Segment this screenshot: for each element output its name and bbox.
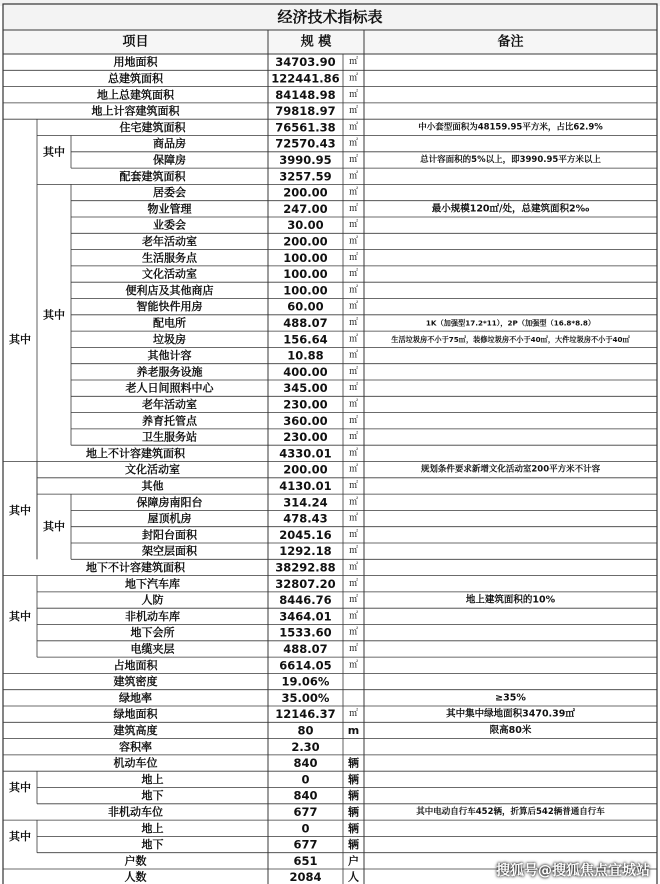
row-value: 38292.88 xyxy=(275,560,336,575)
row-value: 3257.59 xyxy=(279,169,332,184)
row-name: 地下不计容建筑面积 xyxy=(86,560,185,574)
row-name: 封阳台面积 xyxy=(142,528,197,542)
row-value: 0 xyxy=(301,821,310,836)
row-value: 651 xyxy=(293,853,318,868)
row-unit: 辆 xyxy=(348,756,359,770)
row-unit: 辆 xyxy=(348,838,359,852)
row-unit: ㎡ xyxy=(348,448,359,459)
row-name: 生活服务点 xyxy=(142,251,197,265)
row-name: 地下 xyxy=(141,838,164,852)
row-value: 345.00 xyxy=(283,381,328,396)
row-name: 保障房 xyxy=(153,153,186,167)
row-name: 户数 xyxy=(124,854,147,868)
row-unit: ㎡ xyxy=(348,366,359,377)
row-name: 其他计容 xyxy=(147,349,192,363)
row-value: 60.00 xyxy=(287,299,324,314)
row-name: 地上 xyxy=(141,772,164,786)
row-unit: ㎡ xyxy=(348,464,359,475)
row-value: 72570.43 xyxy=(275,136,336,151)
watermark: 搜狐号@搜狐焦点宜城站 xyxy=(496,863,650,879)
row-name: 老年活动室 xyxy=(142,397,197,411)
row-value: 35.00% xyxy=(281,690,330,705)
row-value: 79818.97 xyxy=(275,104,336,119)
row-value: 3464.01 xyxy=(279,609,332,624)
row-unit: ㎡ xyxy=(348,513,359,524)
row-unit: ㎡ xyxy=(348,595,359,606)
table-title: 经济技术指标表 xyxy=(277,8,383,26)
row-name: 配套建筑面积 xyxy=(119,169,186,183)
row-unit: ㎡ xyxy=(348,415,359,426)
row-name: 配电所 xyxy=(153,316,186,330)
row-unit: ㎡ xyxy=(348,187,359,198)
row-value: 34703.90 xyxy=(275,55,336,70)
row-value: 32807.20 xyxy=(275,576,336,591)
row-name: 绿地面积 xyxy=(113,707,158,721)
row-value: 12146.37 xyxy=(275,707,336,722)
row-unit: ㎡ xyxy=(348,57,359,68)
row-unit: ㎡ xyxy=(348,252,359,263)
row-unit: ㎡ xyxy=(348,660,359,671)
row-value: 84148.98 xyxy=(275,87,336,102)
row-value: 478.43 xyxy=(283,511,328,526)
row-unit: ㎡ xyxy=(348,171,359,182)
row-value: 488.07 xyxy=(283,315,328,330)
row-unit: 户 xyxy=(348,854,359,868)
row-name: 文化活动室 xyxy=(125,463,180,477)
row-name: 养老服务设施 xyxy=(136,365,203,379)
group-label: 其中 xyxy=(43,520,65,534)
row-name: 地上 xyxy=(141,821,164,835)
row-unit: ㎡ xyxy=(348,236,359,247)
row-name: 养育托管点 xyxy=(142,414,197,428)
row-name: 商品房 xyxy=(153,137,186,151)
row-value: 200.00 xyxy=(283,185,328,200)
row-unit: ㎡ xyxy=(348,154,359,165)
row-value: 19.06% xyxy=(281,674,330,689)
row-unit: ㎡ xyxy=(348,269,359,280)
row-name: 地上不计容建筑面积 xyxy=(86,446,185,460)
row-value: 2.30 xyxy=(291,739,320,754)
row-value: 8446.76 xyxy=(279,593,332,608)
row-value: 100.00 xyxy=(283,283,328,298)
row-name: 用地面积 xyxy=(113,55,158,69)
row-value: 3990.95 xyxy=(279,152,332,167)
row-name: 地下会所 xyxy=(130,626,175,640)
row-value: 10.88 xyxy=(287,348,324,363)
row-note: 规划条件要求新增文化活动室200平方米不计容 xyxy=(420,464,601,475)
row-unit: ㎡ xyxy=(348,643,359,654)
row-value: 100.00 xyxy=(283,250,328,265)
row-value: 122441.86 xyxy=(271,71,340,86)
row-unit: ㎡ xyxy=(348,578,359,589)
row-name: 保障房南阳台 xyxy=(136,495,203,509)
row-unit: ㎡ xyxy=(348,709,359,720)
header-note: 备注 xyxy=(497,34,524,50)
row-value: 400.00 xyxy=(283,364,328,379)
row-unit: ㎡ xyxy=(348,497,359,508)
row-note: 地上建筑面积的10% xyxy=(465,594,556,606)
row-unit: ㎡ xyxy=(348,334,359,345)
row-name: 地上总建筑面积 xyxy=(97,88,174,102)
row-value: 360.00 xyxy=(283,413,328,428)
row-unit: ㎡ xyxy=(348,317,359,328)
row-name: 电缆夹层 xyxy=(130,642,175,656)
row-value: 677 xyxy=(293,837,318,852)
group-label: 其中 xyxy=(9,503,31,517)
group-label: 其中 xyxy=(9,829,31,843)
row-name: 地上计容建筑面积 xyxy=(91,104,180,118)
row-value: 2084 xyxy=(289,870,322,884)
row-unit: ㎡ xyxy=(348,73,359,84)
row-value: 156.64 xyxy=(283,332,328,347)
row-unit: ㎡ xyxy=(348,301,359,312)
row-unit: 辆 xyxy=(348,789,359,803)
row-value: 4130.01 xyxy=(279,478,332,493)
group-label: 其中 xyxy=(9,332,31,346)
row-value: 4330.01 xyxy=(279,446,332,461)
row-unit: ㎡ xyxy=(348,138,359,149)
row-unit: ㎡ xyxy=(348,529,359,540)
row-name: 住宅建筑面积 xyxy=(119,120,186,134)
group-label: 其中 xyxy=(9,609,31,623)
row-note: ≥35% xyxy=(495,692,526,704)
header-scale: 规 模 xyxy=(300,34,332,50)
row-note: 其中电动自行车452辆，折算后542辆普通自行车 xyxy=(416,806,605,817)
row-note: 最小规模120㎡/处，总建筑面积2‰ xyxy=(431,203,590,215)
row-value: 840 xyxy=(293,756,318,771)
row-unit: ㎡ xyxy=(348,546,359,557)
row-name: 占地面积 xyxy=(113,658,158,672)
row-name: 建筑高度 xyxy=(113,723,158,737)
row-unit: 辆 xyxy=(348,821,359,835)
row-unit: ㎡ xyxy=(348,122,359,133)
row-value: 200.00 xyxy=(283,234,328,249)
row-note: 1K（加强型17.2*11），2P（加强型（16.8*8.8） xyxy=(425,318,596,328)
row-unit: ㎡ xyxy=(348,399,359,410)
row-name: 非机动车库 xyxy=(125,609,180,623)
row-unit: m xyxy=(347,723,360,737)
row-name: 总建筑面积 xyxy=(108,71,163,85)
row-name: 容积率 xyxy=(119,740,152,754)
row-unit: ㎡ xyxy=(348,220,359,231)
row-name: 机动车位 xyxy=(113,756,158,770)
row-note: 中小套型面积为48159.95平方米，占比62.9% xyxy=(418,122,603,133)
header-item: 项目 xyxy=(122,34,149,50)
row-value: 488.07 xyxy=(283,641,328,656)
row-name: 便利店及其他商店 xyxy=(125,283,214,297)
row-value: 0 xyxy=(301,772,310,787)
row-value: 840 xyxy=(293,788,318,803)
row-name: 绿地率 xyxy=(119,691,152,705)
row-value: 230.00 xyxy=(283,430,328,445)
row-name: 业委会 xyxy=(153,218,186,232)
row-name: 人防 xyxy=(141,593,164,607)
row-name: 非机动车位 xyxy=(108,805,163,819)
row-unit: ㎡ xyxy=(348,203,359,214)
group-label: 其中 xyxy=(43,308,65,322)
group-label: 其中 xyxy=(43,145,65,159)
row-unit: ㎡ xyxy=(348,89,359,100)
row-name: 架空层面积 xyxy=(142,544,197,558)
row-name: 人数 xyxy=(124,870,147,884)
row-name: 文化活动室 xyxy=(142,267,197,281)
row-unit: ㎡ xyxy=(348,432,359,443)
row-unit: ㎡ xyxy=(348,383,359,394)
row-note: 其中集中绿地面积3470.39㎡ xyxy=(446,708,575,720)
row-unit: 辆 xyxy=(348,772,359,786)
group-label: 其中 xyxy=(9,781,31,794)
row-name: 老年活动室 xyxy=(142,234,197,248)
row-value: 200.00 xyxy=(283,462,328,477)
row-value: 314.24 xyxy=(283,495,328,510)
row-unit: ㎡ xyxy=(348,285,359,296)
row-value: 80 xyxy=(297,723,314,738)
row-value: 2045.16 xyxy=(279,527,332,542)
row-value: 76561.38 xyxy=(275,120,336,135)
row-name: 建筑密度 xyxy=(113,675,158,689)
row-value: 230.00 xyxy=(283,397,328,412)
row-note: 总计容面积的5%以上，即3990.95平方米以上 xyxy=(420,154,601,165)
row-name: 居委会 xyxy=(153,186,186,200)
row-value: 1533.60 xyxy=(279,625,332,640)
row-value: 30.00 xyxy=(287,218,324,233)
row-name: 垃圾房 xyxy=(153,332,186,346)
row-name: 屋顶机房 xyxy=(147,512,192,526)
row-unit: ㎡ xyxy=(348,350,359,361)
row-unit: ㎡ xyxy=(348,480,359,491)
row-value: 247.00 xyxy=(283,201,328,216)
row-value: 6614.05 xyxy=(279,658,332,673)
row-value: 100.00 xyxy=(283,267,328,282)
row-name: 智能快件用房 xyxy=(136,300,203,314)
row-name: 卫生服务站 xyxy=(142,430,197,444)
row-name: 老人日间照料中心 xyxy=(125,381,214,395)
row-name: 地下汽车库 xyxy=(125,577,180,591)
row-note: 生活垃圾房不小于75㎡，装修垃圾房不小于40㎡，大件垃圾房不小于40㎡ xyxy=(391,334,630,344)
row-value: 1292.18 xyxy=(279,544,332,559)
row-note: 限高80米 xyxy=(489,724,532,736)
row-name: 其他 xyxy=(141,479,164,493)
row-name: 地下 xyxy=(141,789,164,803)
row-unit: ㎡ xyxy=(348,611,359,622)
row-value: 677 xyxy=(293,804,318,819)
row-unit: 辆 xyxy=(348,805,359,819)
row-unit: ㎡ xyxy=(348,106,359,117)
row-unit: ㎡ xyxy=(348,562,359,573)
row-unit: ㎡ xyxy=(348,627,359,638)
row-name: 物业管理 xyxy=(147,202,192,216)
row-unit: 人 xyxy=(348,870,359,884)
